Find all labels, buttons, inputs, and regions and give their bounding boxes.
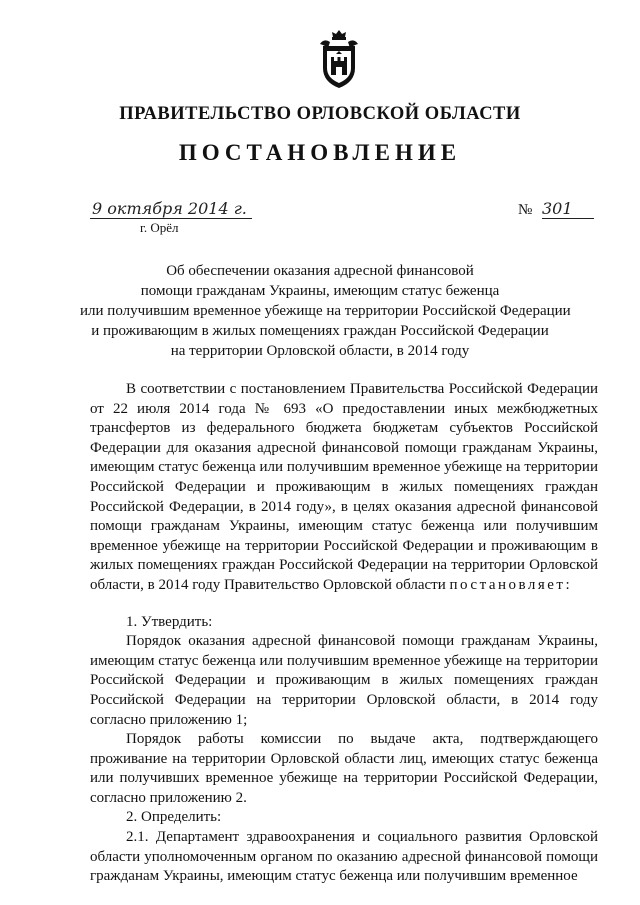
subject-line: на территории Орловской области, в 2014 году: [170, 343, 470, 359]
document-subject: [80, 261, 571, 361]
handwritten-date: 9 октября 2014 г.: [90, 200, 252, 219]
government-title: ПРАВИТЕЛЬСТВО ОРЛОВСКОЙ ОБЛАСТИ: [119, 104, 521, 124]
coat-of-arms-emblem: [314, 28, 364, 90]
subject-line: помощи гражданам Украины, имеющим статус беженца: [140, 283, 500, 299]
item1-heading: 1. Утвердить:: [126, 613, 213, 630]
document-type-title: ПОСТАНОВЛЕНИЕ: [178, 140, 462, 165]
preamble-text: В соответствии с постановлением Правительства Российской Федерации от 22 июля 2014 года № 693 «О предоставлении иных межбюджетных трансфертов из федерального бюджета бюджетам субъектов Российской Федерации для оказания адресной финансовой помощи гражданам Украины, имеющим статус беженца или получившим временное убежище на территории Российской Федерации и проживающим в жилых помещениях граждан Российской Федерации, в 2014 году», в целях оказания адресной финансовой помощи гражданам Украины, имеющим статус беженца или получившим временное убежище на территории Российской Федерации и проживающим в жилых помещениях граждан Российской Федерации на территории Орловской области, в 2014 году Правительство Орловской области: [90, 381, 598, 593]
subject-line: и проживающим в жилых помещениях граждан Российской Федерации: [91, 323, 549, 339]
handwritten-number: 301: [542, 200, 594, 219]
subject-line: Об обеспечении оказания адресной финансовой: [166, 263, 474, 279]
document-body: [90, 380, 598, 887]
number-label: №: [518, 202, 533, 218]
item2-heading: 2. Определить:: [126, 809, 222, 826]
item2-1-paragraph: 2.1. Департамент здравоохранения и социального развития Орловской области уполномоченным органом по оказанию адресной финансовой помощи гражданам Украины, имеющим статус беженца или получившим временное: [90, 829, 598, 885]
city-label: г. Орёл: [140, 220, 179, 235]
preamble-paragraph: [90, 380, 598, 596]
item1-paragraph-a: Порядок оказания адресной финансовой помощи гражданам Украины, имеющим статус беженца или получившим временное убежище на территории Российской Федерации и проживающим в жилых помещениях граждан Российской Федерации на территории Орловской области, в 2014 году согласно приложению 1;: [90, 633, 598, 728]
resolution-verb: постановляет:: [449, 576, 573, 593]
subject-line: или получившим временное убежище на территории Российской Федерации: [80, 303, 571, 319]
item1-paragraph-b: Порядок работы комиссии по выдаче акта, подтверждающего проживание на территории Орловской области лиц, имеющих статус беженца или получивших временное убежище на территории Российской Федерации, согласно приложению 2.: [90, 731, 598, 806]
